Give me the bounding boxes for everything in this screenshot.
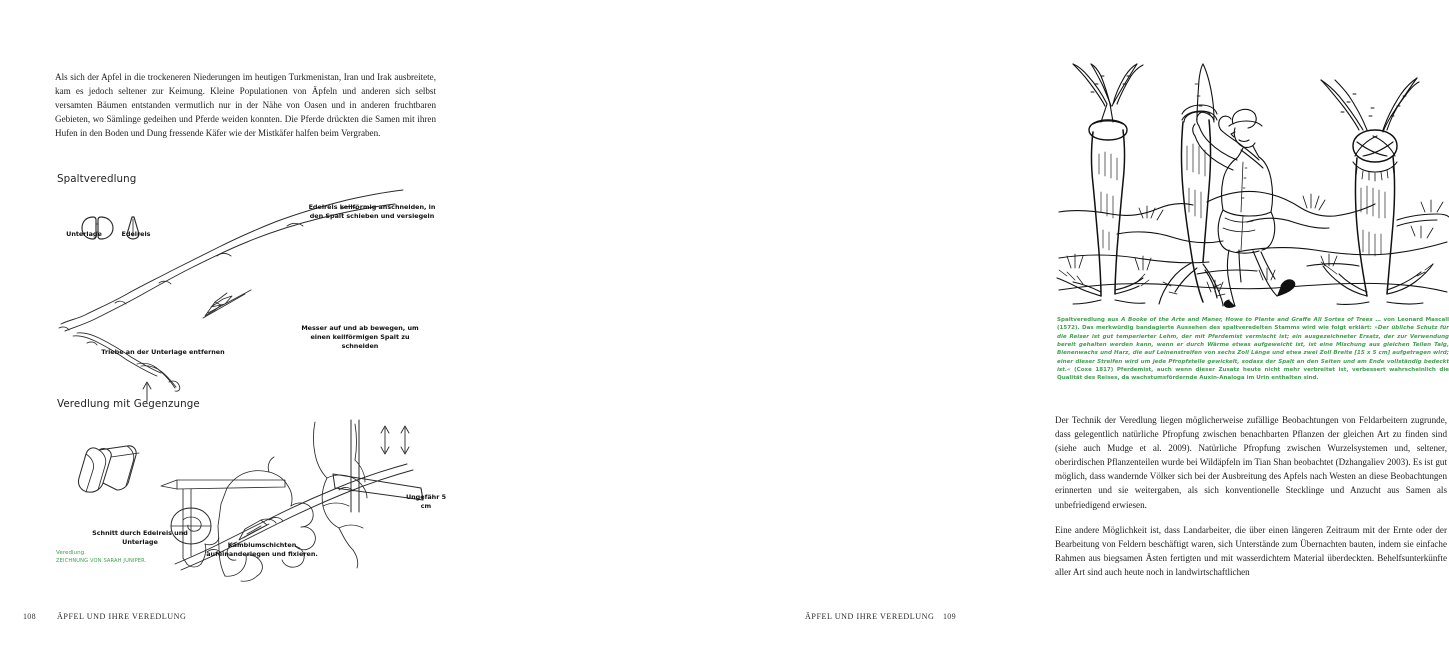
caption-part: … von Leonard Mascall (1572). Das merkwürdig bandagierte Aussehen des spaltveredelten Stamms wird wie folgt erklärt: <box>1057 317 1449 332</box>
caption-part-italic: A Booke of the Arte and Maner, Howe to Plante and Graffe All Sortes of Trees <box>1121 317 1373 323</box>
woodcut-grafting-scene <box>1057 62 1449 310</box>
caption-part-italic: »Der übliche Schutz für die Reiser ist gut temperierter Lehm, der mit Pferdemist vermischt ist; ein ausgezeichneter Ersatz, der zur Verwendung bereit gehalten werden kann, wenn er durch Wärme etwas aufgeweicht ist, ist eine Mischung aus gleichen Teilen Talg, Bienenwachs und Harz, die auf Leinenstreifen von sechs Zoll Länge und etwa zwei Zoll Breite [15 x 5 cm] aufgetragen wird; einer dieser Streifen wird um jede Pfropfstelle gewickelt, sodass der Spalt an den Seiten und am Ende vollständig bedeckt ist.« <box>1057 325 1449 374</box>
credit-title: Veredlung. <box>56 550 86 556</box>
diagram-heading-spaltveredlung: Spaltveredlung <box>57 173 137 185</box>
running-head-left: ÄPFEL UND IHRE VEREDLUNG <box>57 612 187 621</box>
right-page <box>497 0 1449 648</box>
diagram-heading-gegenzunge: Veredlung mit Gegenzunge <box>57 398 200 410</box>
paragraph: Der Technik der Veredlung liegen möglicherweise zufällige Beobachtungen von Feldarbeitern zugrunde, dass gelegentlich natürliche Pfropfung zwischen benachbarten Pflanzen der gleichen Art zu finden sind (siehe auch Mudge et al. 2009). Natürliche Pfropfung zwischen Wurzelsystemen und, seltener, oberirdischen Pflanzenteilen wurde bei Wildäpfeln im Tian Shan beobachtet (Dzhangaliev 2003). Es ist gut möglich, dass wandernde Völker sich bei der Ausbreitung des Apfels nach Westen an diese Beobachtungen erinnerten und sie weitergaben, als sich konventionelle Stecklinge und Anzucht aus Samen als unbefriedigend erwiesen. <box>1055 415 1447 510</box>
label-edelreis: Edelreis <box>121 230 151 238</box>
credit-attribution: ZEICHNUNG VON SARAH JUNIPER. <box>56 558 147 565</box>
caption-part: Spaltveredlung aus <box>1057 317 1122 323</box>
paragraph: Als sich der Apfel in die trockeneren Niederungen im heutigen Turkmenistan, Iran und Irak ausbreitete, kam es jedoch seltener zur Keimung. Kleine Populationen von Äpfeln und anderen sich selbst versamten Bäumen entstanden vermutlich nur in der Nähe von Oasen und in anderen fruchtbaren Gebieten, wo Sämlinge gedeihen und Pferde weiden konnten. Die Pferde drückten die Samen mit ihren Hufen in den Boden und Dung fressende Käfer wie der Mistkäfer halfen beim Vergraben. <box>55 72 436 139</box>
label-wedge-note: Edelreis keilförmig anschneiden, in den Spalt schieben und versiegeln <box>308 203 436 221</box>
figure-caption <box>1057 316 1449 383</box>
label-knife-note: Messer auf und ab bewegen, um einen keilförmigen Spalt zu schneiden <box>301 324 419 351</box>
left-page-body-text <box>55 70 436 151</box>
right-page-body-text <box>1055 413 1447 590</box>
page-number-right: 109 <box>943 612 956 621</box>
running-head-right: ÄPFEL UND IHRE VEREDLUNG <box>805 612 935 621</box>
paragraph: Eine andere Möglichkeit ist, dass Landarbeiter, die über einen längeren Zeitraum mit der Ernte oder der Bearbeitung von Feldern beschäftigt waren, sich Unterstände zum Übernachten bauten, indem sie einfache Rahmen aus biegsamen Ästen fertigten und mit wasserdichtem Material überdeckten. Behelfsunterkünfte aller Art sind auch heute noch in landwirtschaftlichen <box>1055 524 1447 577</box>
label-unterlage: Unterlage <box>66 230 102 238</box>
caption-part: (Coxe 1817) Pferdemist, auch wenn dieser Zusatz heute nicht mehr verbreitet ist, verbessert wahrscheinlich die Qualität des Reises, da wachstumsfördernde Auxin-Analoga im Urin enthalten sind. <box>1057 367 1449 382</box>
page-number-left: 108 <box>23 612 36 621</box>
label-shoots-note: Triebe an der Unterlage entfernen <box>101 348 225 356</box>
label-section-note: Schnitt durch Edelreis und Unterlage <box>92 529 188 547</box>
label-cambium-note: Kambiumschichten aufeinanderlegen und fixieren. <box>206 541 318 559</box>
illustration-credit <box>56 549 146 565</box>
label-length-note: Ungefähr 5 cm <box>405 493 447 511</box>
left-page <box>0 0 497 648</box>
